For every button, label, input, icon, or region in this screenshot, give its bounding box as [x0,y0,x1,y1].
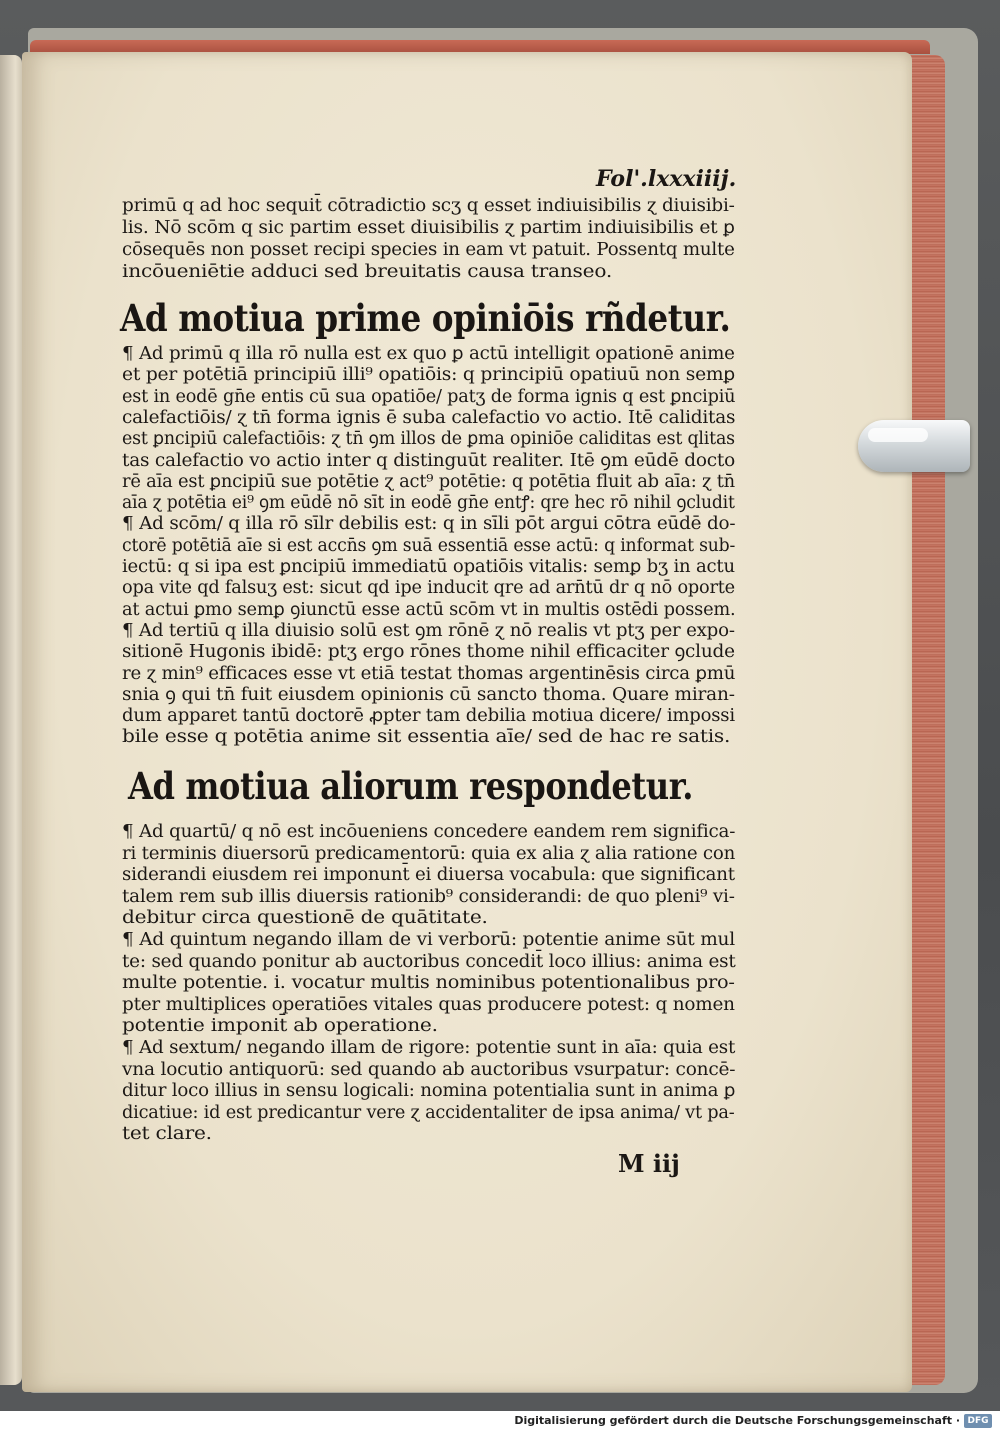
text-line: tas calefactio vo actio inter q distinguūt realiter. Itē ꝯm eūdē docto [122,450,736,471]
text-line: ¶ Ad quartū/ q nō est incōueniens concedere eandem rem significa- [122,822,736,842]
footer-credit: Digitalisierung gefördert durch die Deutsche Forschungsgemeinschaft · [514,1414,960,1427]
text-line: ditur loco illius in sensu logicali: nomina potentialia sunt in anima ꝑ [122,1081,736,1102]
text-line: calefactiōis/ ɀ tn̄ forma ignis ē suba calefactio vo actio. Itē caliditas [122,407,736,428]
text-line: multe potentie. i. vocatur multis nominibus potentionalibus pro- [122,973,735,994]
text-line: rē aīa est ꝑncipiū sue potētie ɀ act⁹ potētie: q potētia fluit ab aīa: ɀ tn̄ [122,471,735,492]
signature-mark: M iij [618,1149,680,1178]
text-line: ¶ Ad primū q illa rō nulla est ex quo ꝑ actū intelligit opationē anime [122,344,735,364]
text-line: potentie imponit̄ ab operatione. [122,1016,438,1037]
text-line: bile esse q potētia anime sit essentia aīe/ sed de hac re satis. [122,727,731,748]
text-line: cōsequēs non posset recipi species in eam vt patuit. Possentq multe [122,240,735,260]
text-line: est ꝑncipiū calefactiōis: ɀ tn̄ ꝯm illos de ꝑma opiniōe caliditas est qlitas [122,429,735,450]
text-line: ¶ Ad sextum/ negando illam de rigore: potentie sunt in aīa: quia est [122,1038,736,1058]
footer-bar [0,1411,1000,1431]
folio-number: Fol'.lxxxiiij. [596,166,737,192]
text-line: tet clare. [122,1124,212,1145]
text-line: sitionē Hugonis ibidē: ptʒ ergo rōnes thome nihil efficaciter ꝯclude [122,642,735,663]
page-clip [858,420,970,472]
section-heading-2: Ad motiua aliorum respondetur. [128,764,694,808]
section-heading-1: Ad motiua prime opiniōis rñdetur. [120,296,731,340]
text-line: et per potētiā principiū illi⁹ opatiōis: q principiū opatiuū non semꝑ [122,365,736,386]
text-line: iectū: q si ipa est ꝑncipiū immediatū opatiōis vitalis: semꝑ bʒ in actu [122,557,735,577]
text-line: te: sed quando ponitur ab auctoribus concedit̄ loco illius: anima est [122,951,736,972]
text-line: ¶ Ad scōm/ q illa rō sīlr debilis est: q in sīli pōt argui cōtra eūdē do- [122,514,736,535]
text-line: dicatiue: id est predicantur vere ɀ accidentaliter de ipsa anima/ vt pa- [122,1102,735,1123]
text-line: re ɀ min⁹ efficaces esse vt etiā testat thomas argentinēsis circa ꝑmū [122,663,736,684]
dfg-logo-icon: DFG [964,1414,992,1428]
text-line: est in eodē gn̄e entis cū sua opatiōe/ patʒ de forma ignis q est ꝑncipiū [122,386,736,407]
text-line: ¶ Ad tertiū q illa diuisio solū est ꝯm rōnē ɀ nō realis vt ptʒ per expo- [122,620,735,641]
text-line: lis. Nō scōm q sic partim esset diuisibilis ɀ partim indiuisibilis et ꝑ [122,218,735,238]
text-line: vna locutio antiquorū: sed quando ab auctoribus vsurpatur: concē- [122,1059,736,1080]
text-line: pter multiplices operatiōes vitales quas producere potest: q nomen [122,994,735,1015]
text-line: ¶ Ad quintum negando illam de vi verborū: potentie anime sūt mul [122,930,735,950]
text-line: talem rem sub illis diuersis rationib⁹ considerandi: de quo pleni⁹ vi- [122,886,735,907]
text-line: primū q ad hoc sequit̄ cōtradictio scʒ q esset indiuisibilis ɀ diuisibi- [122,196,735,216]
text-line: aīa ɀ potētia ei⁹ ꝯm eūdē nō sīt in eodē gn̄e entꝭ: qre hec rō nihil ꝯcludit [122,493,735,514]
text-line: at actui ꝑmo semꝑ ꝯiunctū esse actū scōm vt in multis ostēdi possem. [122,599,736,620]
text-line: incōueniētie adduci sed breuitatis causa transeo. [122,262,613,282]
text-line: ctorē potētiā aīe si est accn̄s ꝯm suā essentiā esse actū: q informat sub- [122,535,736,556]
text-line: ri terminis diuersorū predicamentorū: quia ex alia ɀ alia ratione con [122,843,736,864]
left-page-edge [0,55,22,1385]
text-line: dum apparet tantū doctorē ꝓpter tam debilia motiua dicere/ impossi [122,706,735,727]
text-line: snia ꝯ qui tn̄ fuit eiusdem opinionis cū sancto thoma. Quare miran- [122,684,735,705]
text-line: opa vite qd falsuʒ est: sicut qd ipe inducit qre ad arn̄tū dr q nō oporte [122,578,735,599]
text-line: debitur circa questionē de quātitate. [122,908,488,929]
text-line: siderandi eiusdem rei imponunt̄ ei diuersa vocabula: que significant [122,865,735,886]
